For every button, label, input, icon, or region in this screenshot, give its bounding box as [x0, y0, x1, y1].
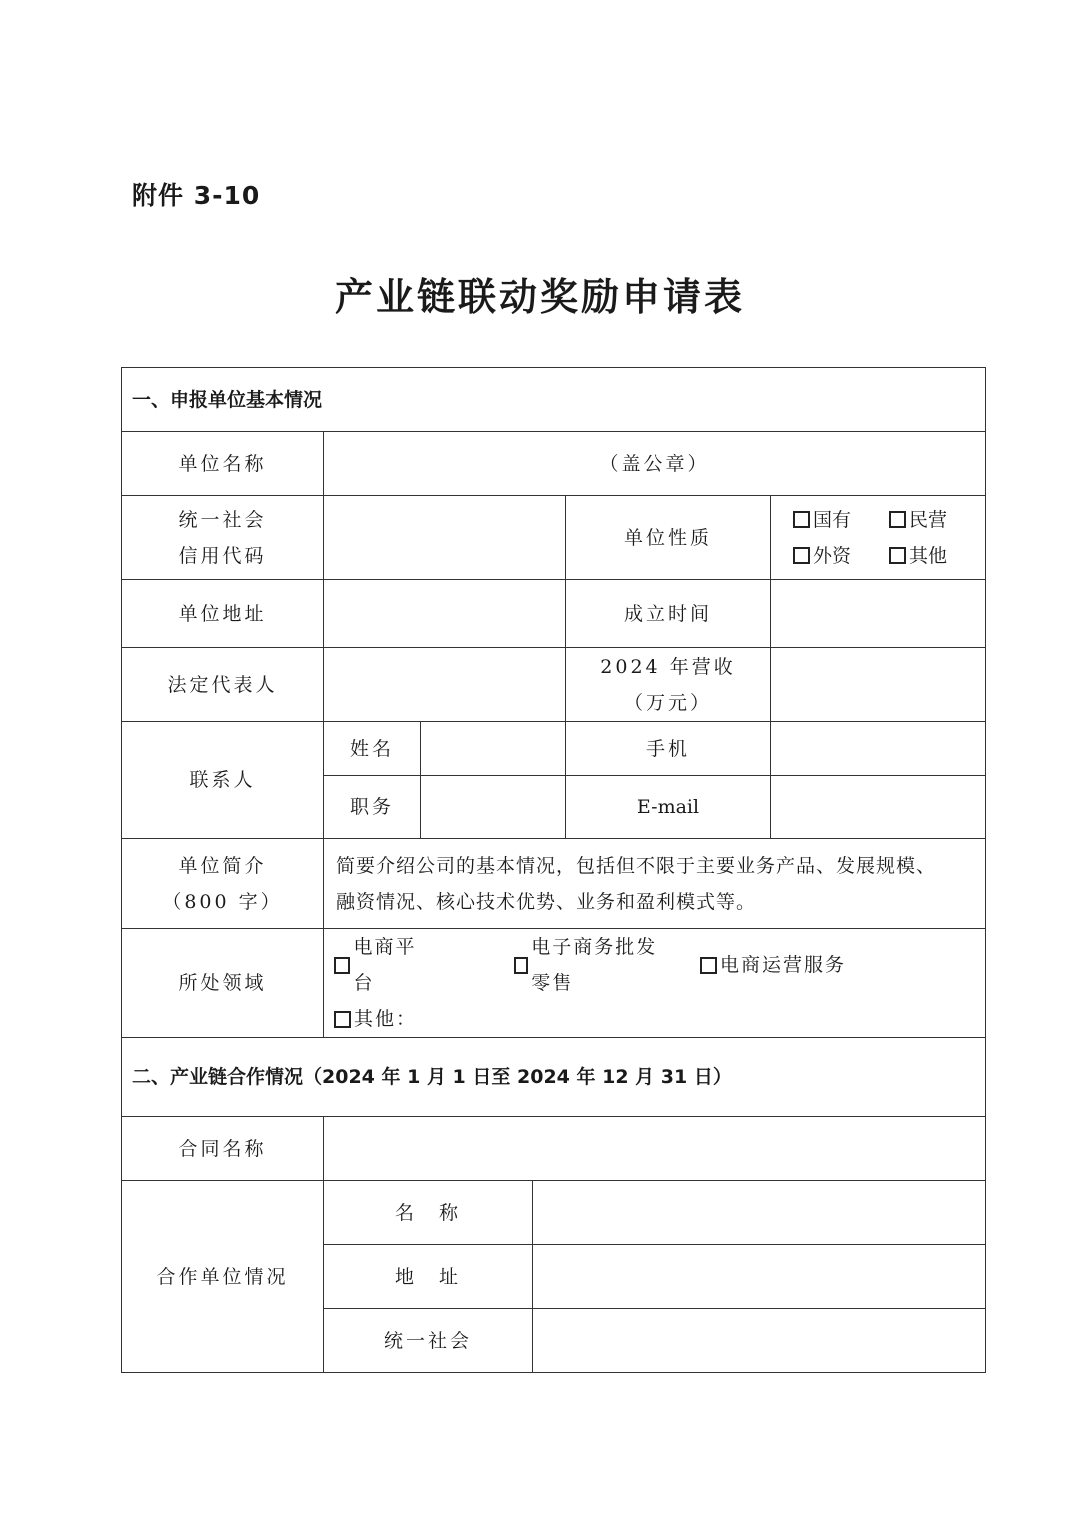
nature-option-label: 其他 — [909, 544, 948, 567]
credit-nature-row — [122, 496, 986, 580]
contract-name-field[interactable] — [324, 1117, 986, 1181]
contact-phone-field[interactable] — [771, 722, 986, 776]
checkbox-icon — [334, 1011, 351, 1028]
field-option-ecommerce-platform[interactable] — [334, 929, 434, 1001]
contact-row-1 — [122, 722, 986, 776]
field-label: 所处领域 — [122, 929, 324, 1038]
nature-option-private[interactable] — [889, 502, 985, 538]
credit-code-label — [122, 496, 324, 580]
contact-name-label: 姓名 — [324, 722, 421, 776]
revenue-label-line2: （万元） — [623, 691, 712, 714]
address-row — [122, 580, 986, 648]
checkbox-icon — [889, 511, 906, 528]
address-field[interactable] — [324, 580, 566, 648]
intro-row — [122, 839, 986, 929]
checkbox-icon — [889, 547, 906, 564]
field-option-other[interactable] — [334, 1001, 417, 1037]
section1-title: 一、申报单位基本情况 — [122, 368, 986, 432]
nature-option-other[interactable] — [889, 538, 985, 574]
application-form-table — [121, 367, 986, 1373]
nature-option-foreign[interactable] — [793, 538, 889, 574]
field-option-label: 电子商务批发零售 — [531, 936, 658, 994]
contact-email-label: E-mail — [566, 776, 771, 839]
intro-label-line2: （800 字） — [162, 890, 283, 913]
field-options — [324, 929, 986, 1038]
contact-label: 联系人 — [122, 722, 324, 839]
legal-rep-field[interactable] — [324, 648, 566, 722]
legal-rep-label: 法定代表人 — [122, 648, 324, 722]
checkbox-icon — [514, 957, 528, 974]
field-option-label: 电商平台 — [353, 936, 417, 994]
contact-email-field[interactable] — [771, 776, 986, 839]
attachment-label: 附件 3-10 — [132, 181, 261, 210]
revenue-field[interactable] — [771, 648, 986, 722]
revenue-label — [566, 648, 771, 722]
legal-rep-row — [122, 648, 986, 722]
section2-header-row — [122, 1038, 986, 1117]
checkbox-icon — [334, 957, 350, 974]
unit-name-label: 单位名称 — [122, 432, 324, 496]
established-field[interactable] — [771, 580, 986, 648]
unit-name-row — [122, 432, 986, 496]
field-row — [122, 929, 986, 1038]
credit-code-field[interactable] — [324, 496, 566, 580]
partner-name-row — [122, 1181, 986, 1245]
contract-name-label: 合同名称 — [122, 1117, 324, 1181]
contact-phone-label: 手机 — [566, 722, 771, 776]
partner-address-field[interactable] — [533, 1245, 986, 1309]
credit-code-label-line2: 信用代码 — [178, 544, 267, 567]
partner-credit-label: 统一社会 — [324, 1309, 533, 1373]
field-option-label: 其他： — [354, 1008, 418, 1030]
intro-label — [122, 839, 324, 929]
field-option-operation-service[interactable] — [700, 929, 850, 1001]
partner-name-field[interactable] — [533, 1181, 986, 1245]
checkbox-icon — [793, 511, 810, 528]
checkbox-icon — [793, 547, 810, 564]
checkbox-icon — [700, 957, 717, 974]
nature-options — [771, 496, 986, 580]
intro-hint-line1: 简要介绍公司的基本情况，包括但不限于主要业务产品、发展规模、 — [336, 854, 937, 877]
contract-name-row — [122, 1117, 986, 1181]
field-option-label: 电商运营服务 — [720, 954, 847, 976]
partner-credit-field[interactable] — [533, 1309, 986, 1373]
partner-label: 合作单位情况 — [122, 1181, 324, 1373]
established-label: 成立时间 — [566, 580, 771, 648]
intro-label-line1: 单位简介 — [178, 854, 267, 877]
intro-field[interactable] — [324, 839, 986, 929]
section2-title: 二、产业链合作情况（2024 年 1 月 1 日至 2024 年 12 月 31 日） — [122, 1038, 986, 1117]
partner-address-label: 地 址 — [324, 1245, 533, 1309]
nature-option-label: 国有 — [813, 508, 852, 531]
field-option-wholesale-retail[interactable] — [514, 929, 664, 1001]
nature-label: 单位性质 — [566, 496, 771, 580]
revenue-label-line1: 2024 年营收 — [600, 655, 736, 678]
section1-header-row — [122, 368, 986, 432]
nature-option-label: 外资 — [813, 544, 852, 567]
address-label: 单位地址 — [122, 580, 324, 648]
nature-option-state-owned[interactable] — [793, 502, 889, 538]
nature-option-label: 民营 — [909, 508, 948, 531]
contact-name-field[interactable] — [421, 722, 566, 776]
partner-name-label: 名 称 — [324, 1181, 533, 1245]
seal-note: （盖公章） — [599, 452, 710, 475]
contact-position-field[interactable] — [421, 776, 566, 839]
contact-position-label: 职务 — [324, 776, 421, 839]
intro-hint-line2: 融资情况、核心技术优势、业务和盈利模式等。 — [336, 890, 757, 913]
credit-code-label-line1: 统一社会 — [178, 508, 267, 531]
page-title: 产业链联动奖励申请表 — [334, 275, 745, 319]
unit-name-field[interactable] — [324, 432, 986, 496]
